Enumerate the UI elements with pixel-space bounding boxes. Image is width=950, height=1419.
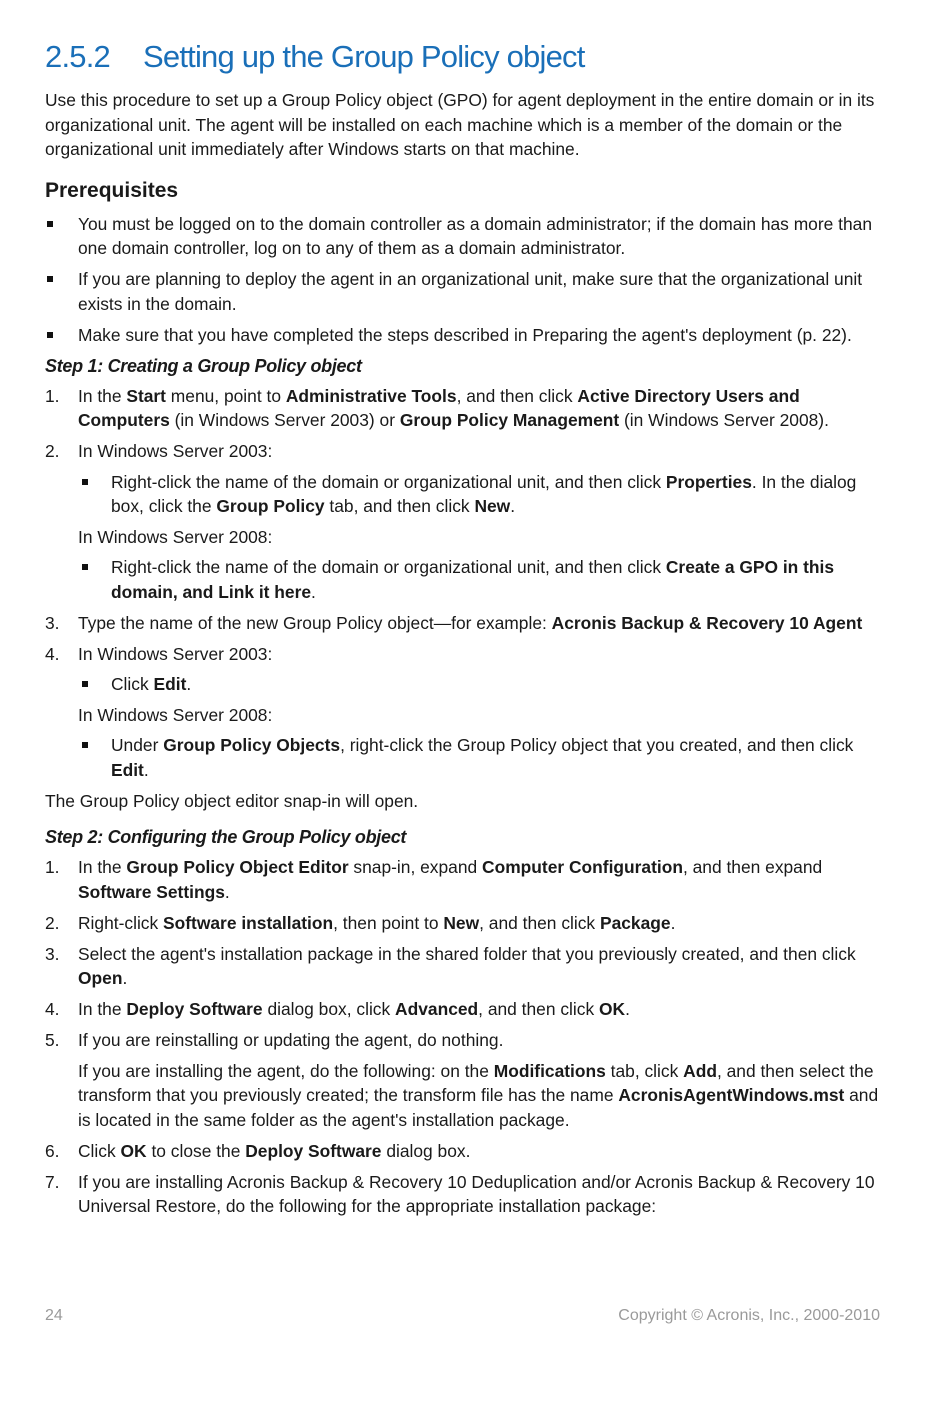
sub-item	[78, 672, 880, 697]
text: dialog box, click	[262, 999, 396, 1020]
text: In the	[78, 999, 127, 1020]
prerequisites-list	[45, 212, 880, 348]
text: dialog box.	[381, 1140, 471, 1161]
text: , and then click	[456, 385, 578, 406]
text: Right-click	[78, 912, 164, 933]
step1-item-3	[45, 611, 880, 636]
text: Select the agent's installation package in the shared folder that you previously created, and then click	[78, 943, 856, 964]
ui-term: Group Policy	[216, 496, 325, 517]
text: .	[224, 881, 230, 902]
text: Right-click the name of the domain or organizational unit, and then click	[111, 557, 666, 578]
text: tab, and then click	[324, 496, 475, 517]
ui-term: Modifications	[493, 1060, 606, 1081]
step1-item-4	[45, 642, 880, 783]
item-number: 4.	[45, 999, 60, 1020]
section-title: Setting up the Group Policy object	[143, 39, 585, 74]
ui-term: Software Settings	[78, 881, 225, 902]
item-number: 3.	[45, 612, 60, 633]
step2-item-7	[45, 1170, 880, 1219]
sub-item	[78, 733, 880, 782]
sub-lead: In Windows Server 2008:	[78, 704, 273, 725]
step2-item-2	[45, 911, 880, 936]
text: In the	[78, 857, 127, 878]
text: Click	[111, 674, 154, 695]
ui-term: Group Policy Object Editor	[126, 857, 349, 878]
text: If you are reinstalling or updating the agent, do nothing.	[78, 1030, 504, 1051]
ui-term: Active Directory Users and Computers	[78, 385, 800, 431]
text: .	[625, 999, 630, 1020]
ui-term: Administrative Tools	[285, 385, 457, 406]
item-paragraph	[78, 1059, 880, 1133]
ui-term: Start	[126, 385, 166, 406]
item-number: 5.	[45, 1030, 60, 1051]
item-number: 2.	[45, 912, 60, 933]
text: tab, click	[605, 1060, 684, 1081]
text: .	[670, 912, 676, 933]
text: In the	[78, 385, 127, 406]
ui-term: Deploy Software	[245, 1140, 382, 1161]
text: .	[186, 674, 192, 695]
text: , right-click the Group Policy object that you created, and then click	[340, 735, 854, 756]
ui-term: Add	[683, 1060, 717, 1081]
text: Click	[78, 1140, 121, 1161]
step1-closing: The Group Policy object editor snap-in will open.	[45, 790, 419, 811]
text: menu, point to	[165, 385, 286, 406]
ui-term: Deploy Software	[126, 999, 263, 1020]
step2-item-6	[45, 1139, 880, 1164]
sub-list	[78, 555, 880, 604]
text: (in Windows Server 2008).	[619, 410, 829, 431]
text: If you are installing Acronis Backup & Recovery 10 Deduplication and/or Acronis Backup & Recovery 10 Universal Restore, do the following for the appropriate installation package:	[78, 1171, 875, 1217]
text: . In the dialog box, click the	[111, 471, 857, 517]
ui-term: Create a GPO in this domain, and Link it here	[111, 557, 835, 602]
sub-list	[78, 470, 880, 519]
item-number: 7.	[45, 1171, 60, 1192]
item-number: 4.	[45, 643, 60, 664]
prerequisite-item: Make sure that you have completed the steps described in Preparing the agent's deployment (p. 22).	[45, 323, 880, 348]
ui-term: Edit	[153, 674, 187, 695]
ui-term: Open	[78, 968, 123, 989]
prerequisite-item: You must be logged on to the domain controller as a domain administrator; if the domain has more than one domain controller, log on to any of them as a domain administrator.	[45, 212, 880, 261]
ui-term: Edit	[111, 759, 144, 780]
ui-term: OK	[599, 999, 626, 1020]
prerequisites-heading: Prerequisites	[45, 178, 179, 202]
page-footer	[45, 1307, 880, 1325]
step2-item-5	[45, 1028, 880, 1132]
ui-term: Package	[599, 912, 671, 933]
text: snap-in, expand	[348, 857, 483, 878]
ui-term: New	[443, 912, 480, 933]
ui-term: New	[474, 496, 511, 517]
sub-lead: In Windows Server 2003:	[78, 441, 273, 462]
sub-item	[78, 555, 880, 604]
step2-item-3	[45, 942, 880, 991]
intro-paragraph: Use this procedure to set up a Group Policy object (GPO) for agent deployment in the entire domain or in its organizational unit. The agent will be installed on each machine which is a member of the domain or the organizational unit immediately after Windows starts on that machine.	[45, 90, 875, 160]
item-number: 3.	[45, 943, 60, 964]
ui-term: Software installation	[163, 912, 334, 933]
ui-term: Properties	[665, 471, 752, 492]
text: , and then click	[478, 999, 600, 1020]
section-number: 2.5.2	[45, 39, 110, 74]
text: Under	[111, 735, 164, 756]
ui-term: Advanced	[395, 999, 479, 1020]
step2-list	[45, 855, 880, 1219]
item-number: 2.	[45, 441, 60, 462]
text: , and then expand	[682, 857, 823, 878]
text: .	[510, 496, 516, 517]
text: Type the name of the new Group Policy object—for example:	[78, 612, 552, 633]
document-page	[45, 40, 880, 1225]
sub-lead: In Windows Server 2003:	[78, 643, 273, 664]
sub-lead: In Windows Server 2008:	[78, 526, 273, 547]
step2-item-1	[45, 855, 880, 904]
ui-term: AcronisAgentWindows.mst	[618, 1085, 845, 1106]
text: to close the	[146, 1140, 246, 1161]
prerequisite-item: If you are planning to deploy the agent in an organizational unit, make sure that the organizational unit exists in the domain.	[45, 267, 880, 316]
step2-heading: Step 2: Configuring the Group Policy object	[45, 827, 407, 848]
step1-heading: Step 1: Creating a Group Policy object	[45, 355, 362, 376]
ui-term: Computer Configuration	[482, 857, 683, 878]
text: .	[143, 759, 149, 780]
item-number: 1.	[45, 385, 60, 406]
ui-term: OK	[120, 1140, 147, 1161]
step2-item-4	[45, 997, 880, 1022]
text: (in Windows Server 2003) or	[169, 410, 400, 431]
step1-item-2	[45, 439, 880, 604]
item-number: 6.	[45, 1140, 60, 1161]
item-number: 1.	[45, 857, 60, 878]
sub-list	[78, 733, 880, 782]
sub-item	[78, 470, 880, 519]
step1-item-1	[45, 384, 880, 433]
section-heading	[45, 40, 880, 74]
text: Right-click the name of the domain or organizational unit, and then click	[111, 471, 666, 492]
page-number: 24	[45, 1307, 63, 1324]
ui-term: Acronis Backup & Recovery 10 Agent	[551, 612, 863, 633]
copyright-notice: Copyright © Acronis, Inc., 2000-2010	[618, 1307, 880, 1324]
ui-term: Group Policy Objects	[163, 735, 341, 756]
text: , then point to	[333, 912, 444, 933]
text: and is located in the same folder as the agent's installation package.	[78, 1085, 879, 1130]
text: .	[122, 968, 128, 989]
text: , and then click	[479, 912, 600, 933]
text: , and then select the transform that you previously created; the transform file has the name	[78, 1060, 874, 1106]
text: .	[311, 581, 316, 602]
sub-list	[78, 672, 880, 697]
text: If you are installing the agent, do the following: on the	[78, 1060, 494, 1081]
ui-term: Group Policy Management	[399, 410, 620, 431]
step1-list	[45, 384, 880, 783]
